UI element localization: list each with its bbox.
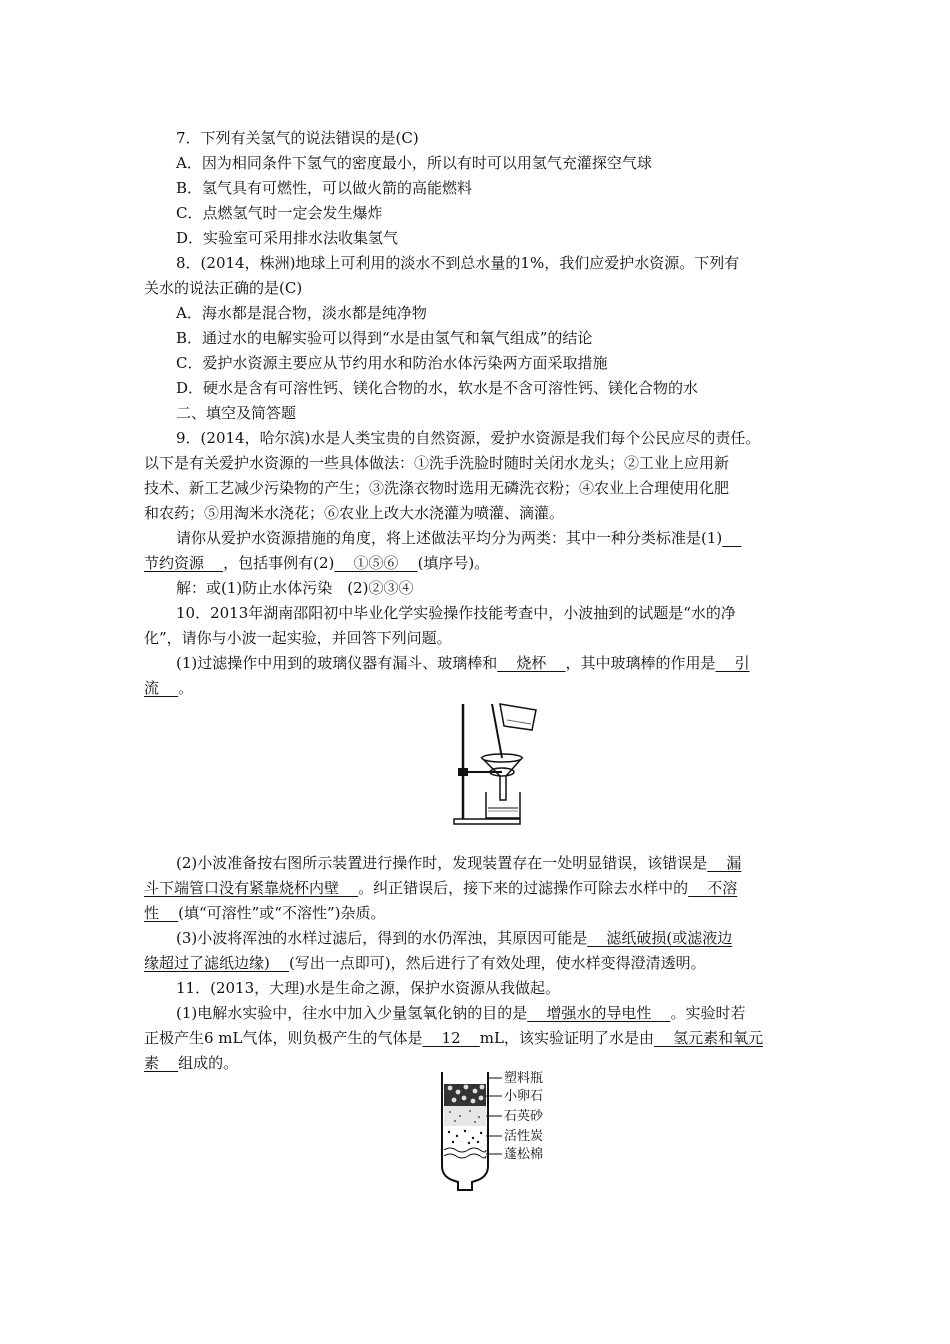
q9-alt-answer: 解：或(1)防止水体污染 (2)②③④ (176, 579, 414, 597)
q11-p1-answer3a: 氢元素和氧元 (673, 1029, 764, 1047)
label-pebbles: 小卵石 (504, 1089, 544, 1104)
q10-p2-answer2b: 性 (144, 904, 160, 922)
label-plastic-bottle: 塑料瓶 (504, 1071, 544, 1086)
q11-line1: 11．(2013，大理)水是生命之源，保护水资源从我做起。 (176, 979, 560, 997)
q8-option-d: D．硬水是含有可溶性钙、镁化合物的水，软水是不含可溶性钙、镁化合物的水 (176, 379, 699, 397)
q11-p1-answer3b: 素 (144, 1054, 160, 1072)
q9-ask-line2 (144, 551, 816, 576)
q9-answer-2: ①⑤⑥ (353, 554, 399, 572)
q10-part2-line2 (144, 876, 816, 901)
q8-option-c: C．爱护水资源主要应从节约用水和防治水体污染两方面采取措施 (176, 354, 608, 372)
q11-part1-line1 (176, 1001, 848, 1026)
label-cotton: 蓬松棉 (504, 1147, 544, 1162)
q10-p3-text: (3)小波将浑浊的水样过滤后，得到的水仍浑浊，其原因可能是 (176, 929, 588, 947)
q10-p2-text: (2)小波准备按右图所示装置进行操作时，发现装置存在一处明显错误，该错误是 (176, 854, 708, 872)
q9-ask-line1 (176, 526, 848, 551)
q10-p2-answer2a: 不溶 (707, 879, 738, 897)
q11-p1-answer2: 12 (441, 1029, 461, 1047)
q7-option-c: C．点燃氢气时一定会发生爆炸 (176, 204, 383, 222)
q7-option-d: D．实验室可采用排水法收集氢气 (176, 229, 399, 247)
q10-line1: 10．2013年湖南邵阳初中毕业化学实验操作技能考查中，小波抽到的试题是“水的净 (176, 604, 736, 622)
q10-p3-text2: (写出一点即可)，然后进行了有效处理，使水样变得澄清透明。 (288, 954, 706, 972)
q8-option-b: B．通过水的电解实验可以得到“水是由氢气和氧气组成”的结论 (176, 329, 593, 347)
q9-ask-mid: ，包括事例有(2) (223, 554, 335, 572)
q11-p1-text: (1)电解水实验中，往水中加入少量氢氧化钠的目的是 (176, 1004, 528, 1022)
q10-p1-text2: ，其中玻璃棒的作用是 (565, 654, 716, 672)
q9-line2: 以下是有关爱护水资源的一些具体做法：①洗手洗脸时随时关闭水龙头；②工业上应用新 (144, 454, 730, 472)
q10-p1-answer2b: 流 (144, 679, 160, 697)
q8-stem-line2: 关水的说法正确的是(C) (144, 279, 303, 297)
q10-p1-answer2a: 引 (734, 654, 750, 672)
q7-option-a: A．因为相同条件下氢气的密度最小，所以有时可以用氢气充灌探空气球 (176, 154, 652, 172)
section-heading: 二、填空及简答题 (176, 404, 297, 422)
q11-part1-line2 (144, 1026, 816, 1051)
q9-line3: 技术、新工艺减少污染物的产生；③洗涤衣物时选用无磷洗衣粉；④农业上合理使用化肥 (144, 479, 730, 497)
label-activated-carbon: 活性炭 (504, 1129, 544, 1144)
q10-p1-answer1: 烧杯 (516, 654, 547, 672)
q10-part1-line1 (176, 651, 848, 676)
q10-part1-line2 (144, 676, 816, 701)
q10-p2-text3: (填“可溶性”或“不溶性”)杂质。 (178, 904, 386, 922)
label-quartz-sand: 石英砂 (504, 1109, 544, 1124)
q7-option-b: B．氢气具有可燃性，可以做火箭的高能燃料 (176, 179, 473, 197)
q10-p3-answer-b: 缘超过了滤纸边缘) (144, 954, 270, 972)
q10-p3-answer-a: 滤纸破损(或滤液边 (606, 929, 733, 947)
q10-line2: 化”，请你与小波一起实验，并回答下列问题。 (144, 629, 452, 647)
q9-line4: 和农药；⑤用淘米水浇花；⑥农业上改大水浇灌为喷灌、滴灌。 (144, 504, 565, 522)
q10-p2-answer1b: 斗下端管口没有紧靠烧杯内壁 (144, 879, 340, 897)
q8-stem-line1: 8．(2014，株洲)地球上可利用的淡水不到总水量的1%，我们应爱护水资源。下列有 (176, 254, 740, 272)
q11-p1-answer1: 增强水的导电性 (546, 1004, 652, 1022)
q8-option-a: A．海水都是混合物，淡水都是纯净物 (176, 304, 427, 322)
q10-part3-line2 (144, 951, 816, 976)
q11-p1-text2: 。实验时若 (670, 1004, 746, 1022)
q11-p1-end: 组成的。 (178, 1054, 239, 1072)
q10-p1-text: (1)过滤操作中用到的玻璃仪器有漏斗、玻璃棒和 (176, 654, 498, 672)
q10-part3-line1 (176, 926, 848, 951)
q9-ask-text: 请你从爱护水资源措施的角度，将上述做法平均分为两类：其中一种分类标准是(1) (176, 529, 723, 547)
q7-stem: 7．下列有关氢气的说法错误的是(C) (176, 129, 419, 147)
q10-p1-end: 。 (178, 679, 194, 697)
q9-answer-1: 节约资源 (144, 554, 205, 572)
filtration-apparatus-figure (440, 700, 540, 830)
water-filter-figure (430, 1070, 560, 1200)
q11-p1-text3: 正极产生6 mL气体，则负极产生的气体是 (144, 1029, 423, 1047)
q9-line1: 9．(2014，哈尔滨)水是人类宝贵的自然资源，爱护水资源是我们每个公民应尽的责任。 (176, 429, 761, 447)
q10-p2-text2: 。纠正错误后，接下来的过滤操作可除去水样中的 (358, 879, 689, 897)
q10-part2-line3 (144, 901, 816, 926)
q10-part2-line1 (176, 851, 848, 876)
q10-p2-answer1a: 漏 (726, 854, 742, 872)
q9-ask-end: (填序号)。 (417, 554, 490, 572)
q11-p1-text4: mL，该实验证明了水是由 (479, 1029, 654, 1047)
